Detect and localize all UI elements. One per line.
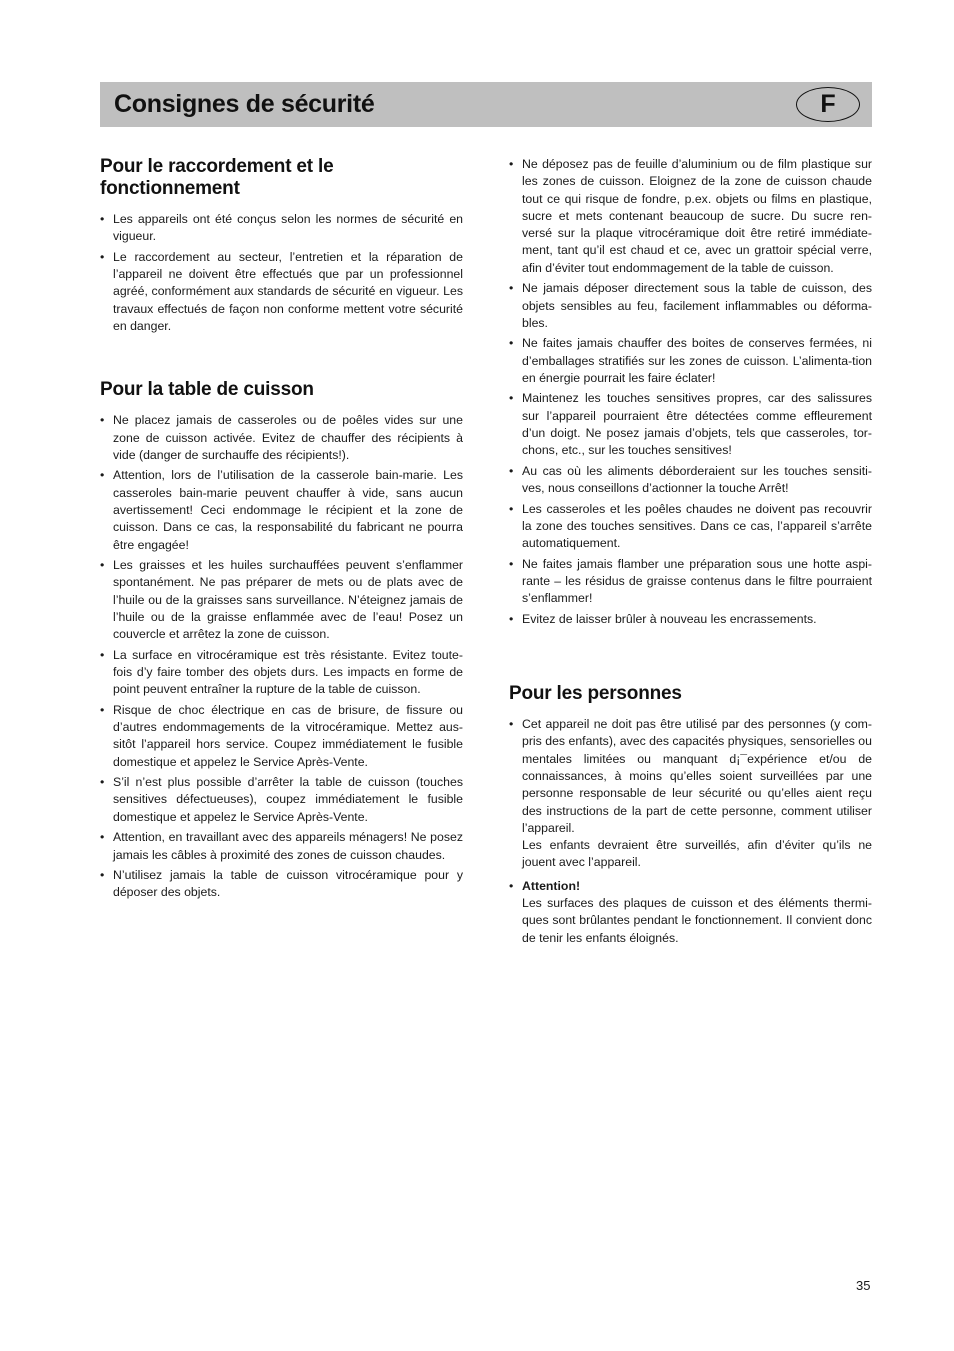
list-item: [509, 878, 872, 947]
list-item: • Au cas où les aliments déborderaient sur les touches sensiti-ves, nous conseillons d’actionner la touche Arrêt!: [509, 463, 872, 498]
list-item: • Evitez de laisser brûler à nouveau les encrassements.: [509, 611, 872, 628]
right-column: [509, 156, 872, 950]
section-heading-cooktop: Pour la table de cuisson: [100, 379, 314, 401]
list-item: • Les graisses et les huiles surchauffées peuvent s’enflammer spontanément. Ne pas préparer de mets ou de plats avec de l’huile ou de la graisses sans surveillance. N’éteignez jamais de l’huile ou de la graisse enflammée avec de l’eau! Posez un couvercle et arrêtez la zone de cuisson.: [100, 557, 463, 643]
persons-paragraph-2: Les enfants devraient être surveillés, afin d’éviter qu’ils ne jouent avec l’appareil.: [522, 838, 872, 870]
page-number: 35: [856, 1278, 871, 1293]
list-item: • Ne faites jamais flamber une préparation sous une hotte aspi-rante – les résidus de graisse contenus dans le filtre pourraient s’enflammer!: [509, 556, 872, 608]
list-item: • Ne faites jamais chauffer des boites de conserves fermées, ni d’emballages stratifiés sur les zones de cuisson. L’alimenta-tion en énergie pourrait les faire éclater!: [509, 335, 872, 387]
list-item: • Les appareils ont été conçus selon les normes de sécurité en vigueur.: [100, 211, 463, 246]
cooktop-list: [100, 412, 463, 901]
list-item: • Ne jamais déposer directement sous la table de cuisson, des objets sensibles au feu, facilement inflammables ou déforma-bles.: [509, 280, 872, 332]
persons-list: [509, 716, 872, 947]
list-item: • S’il n’est plus possible d’arrêter la table de cuisson (touches sensitives défectueuses), coupez immédiatement le fusible domestique et appelez le Service Après-Vente.: [100, 774, 463, 826]
list-item: • N’utilisez jamais la table de cuisson vitrocéramique pour y déposer des objets.: [100, 867, 463, 902]
attention-text: Les surfaces des plaques de cuisson et des éléments thermi-ques sont brûlantes pendant le fonctionnement. Il convient donc de tenir les enfants éloignés.: [522, 896, 872, 945]
list-item: • Ne déposez pas de feuille d’aluminium ou de film plastique sur les zones de cuisson. Eloignez de la zone de cuisson chaude tout ce qui risque de fondre, p.ex. objets ou films en plastique, sucre et mets contenant beaucoup de sucre. Du sucre ren-versé sur la plaque vitrocéramique doit être retiré immédiate-ment, tant qu’il est chaud et ce, avec un grattoir spécial verre, afin d’éviter tout endommagement de la table de cuisson.: [509, 156, 872, 277]
list-item: • Le raccordement au secteur, l’entretien et la réparation de l’appareil ne doivent être effectués que par un professionnel agréé, conformément aux standards de sécurité en vigueur. Les travaux effectués de façon non conforme mettent votre sécurité en danger.: [100, 249, 463, 335]
section-heading-connection: Pour le raccordement et le fonctionnement: [100, 156, 334, 199]
title-bar: [100, 82, 872, 127]
attention-label: • Attention!: [522, 878, 581, 893]
section-heading-persons: Pour les personnes: [509, 683, 682, 705]
list-item: • Les casseroles et les poêles chaudes ne doivent pas recouvrir la zone des touches sensitives. Dans ce cas, l’appareil s’arrête automatiquement.: [509, 501, 872, 553]
page-title: Consignes de sécurité: [114, 90, 375, 118]
list-item: [509, 716, 872, 872]
language-badge: F: [796, 87, 860, 122]
list-item: • Attention, lors de l’utilisation de la casserole bain-marie. Les casseroles bain-marie peuvent chauffer à vide, sans aucun avertissement! Ceci endommage le récipient et la zone de cuisson. Dans ce cas, la responsabilité du fabricant ne pourra être engagée!: [100, 467, 463, 553]
list-item: • Risque de choc électrique en cas de brisure, de fissure ou d’autres endommagements de la vitrocéramique. Mettez aus-sitôt l’appareil hors service. Coupez immédiatement le fusible domestique et appelez le Service Après-Vente.: [100, 702, 463, 771]
list-item: • La surface en vitrocéramique est très résistante. Evitez toute-fois d’y faire tomber des objets durs. Les impacts en forme de point peuvent entraîner la rupture de la table de cuisson.: [100, 647, 463, 699]
cooktop-list-continued: [509, 156, 872, 628]
connection-list: [100, 211, 463, 335]
left-column: [100, 156, 463, 905]
persons-paragraph-1: • Cet appareil ne doit pas être utilisé par des personnes (y com-pris des enfants), avec des capacités physiques, sensorielles ou mentales limitées ou manquant d¡¯expérience et/ou de connaissances, à moins qu’elles soient surveillées par une personne responsable de leur sécurité ou qu’elles aient reçu des instructions de la part de cette personne, comment utiliser l’appareil.: [522, 717, 872, 835]
list-item: • Attention, en travaillant avec des appareils ménagers! Ne posez jamais les câbles à proximité des zones de cuisson chaudes.: [100, 829, 463, 864]
list-item: • Maintenez les touches sensitives propres, car des salissures sur l’appareil pourraient être détectées comme effleurement d’un doigt. Ne posez jamais d’objets, tels que casseroles, tor-chons, etc., sur les touches sensitives!: [509, 390, 872, 459]
list-item: • Ne placez jamais de casseroles ou de poêles vides sur une zone de cuisson activée. Evitez de chauffer des récipients à vide (danger de surchauffe des récipients!).: [100, 412, 463, 464]
